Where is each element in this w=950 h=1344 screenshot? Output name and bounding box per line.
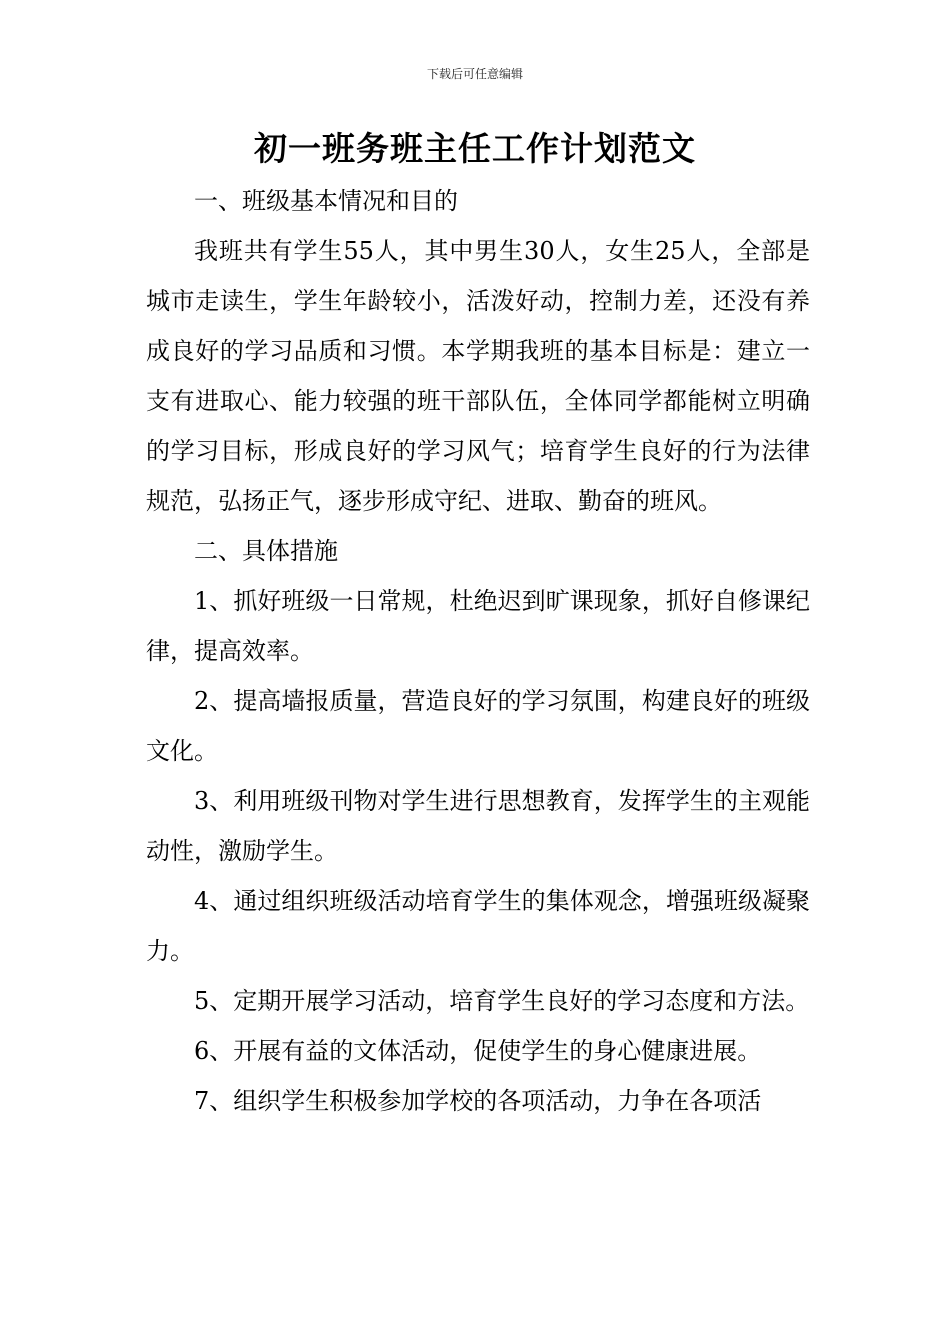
- measure-item-7: 7、组织学生积极参加学校的各项活动，力争在各项活: [194, 1087, 762, 1115]
- document-title: 初一班务班主任工作计划范文: [254, 129, 696, 168]
- measure-item-5: 5、定期开展学习活动，培育学生良好的学习态度和方法。: [194, 987, 810, 1015]
- measure-item-3: 3、利用班级刊物对学生进行思想教育，发挥学生的主观能动性，激励学生。: [146, 787, 810, 865]
- document-body: [146, 176, 810, 1126]
- measure-item-1: 1、抓好班级一日常规，杜绝迟到旷课现象，抓好自修课纪律，提高效率。: [146, 587, 810, 665]
- section-heading-2: 二、具体措施: [194, 537, 338, 565]
- measure-item-6: 6、开展有益的文体活动，促使学生的身心健康进展。: [194, 1037, 762, 1065]
- measure-item-4: 4、通过组织班级活动培育学生的集体观念，增强班级凝聚力。: [146, 887, 810, 965]
- measure-item-2: 2、提高墙报质量，营造良好的学习氛围，构建良好的班级文化。: [146, 687, 810, 765]
- paragraph-class-overview: 我班共有学生55人，其中男生30人，女生25人，全部是城市走读生，学生年龄较小，活泼好动，控制力差，还没有养成良好的学习品质和习惯。本学期我班的基本目标是：建立一支有进取心、能力较强的班干部队伍，全体同学都能树立明确的学习目标，形成良好的学习风气；培育学生良好的行为法律规范，弘扬正气，逐步形成守纪、进取、勤奋的班风。: [146, 237, 810, 515]
- header-note: 下载后可任意编辑: [426, 67, 523, 81]
- section-heading-1: 一、班级基本情况和目的: [194, 187, 458, 215]
